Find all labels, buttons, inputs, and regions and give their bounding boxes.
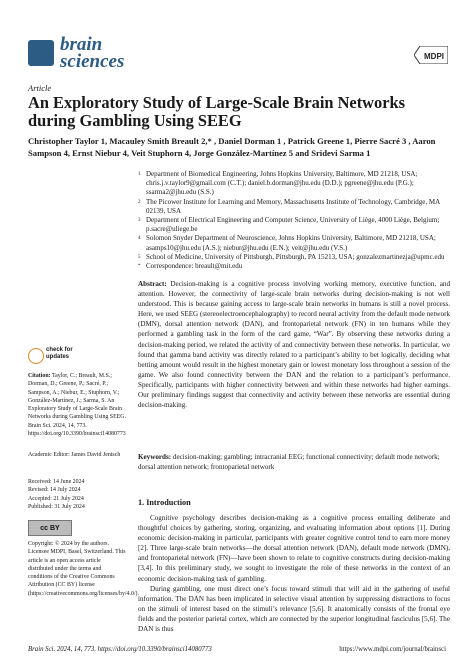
abstract-text: Decision-making is a cognitive process involving working memory, executive function, and attention. However, the connectivity of large-scale brain networks during decision-making is not well understood. This is because gaining access to large-scale brain networks in humans is still a novel process. Here, we used SEEG (stereoelectroencephalography) to record neural activity from the default mode network (DMN), dorsal attention network (DAN), and frontoparietal network (FN) in ten humans while they performed a gambling task in the form of the card game, “War”. By observing these networks during a decision-making period, we related the activity of and connectivity between these networks. In particular, we found that gamma band activity was directly related to a participant’s ability to bet logically, deciding what betting amount would result in the highest monetary gain or lowest monetary loss throughout a session of the game. We also found connectivity between the DAN and the relation to a participant’s performance. Specifically, participants with higher connectivity between and within these networks had higher earnings. Our preliminary findings suggest that connectivity and activity between these networks are essential during decision-making. xyxy=(138,280,450,410)
keywords xyxy=(138,452,450,472)
keywords-text: decision-making; gambling; intracranial EEG; functional connectivity; default mode network; dorsal attention network; frontoparietal network xyxy=(138,453,440,472)
check-for-updates-icon[interactable] xyxy=(28,348,44,364)
date-received: Received: 14 June 2024 xyxy=(28,479,85,485)
mdpi-label: MDPI xyxy=(424,52,444,61)
intro-paragraph: During gambling, one must direct one’s focus toward stimuli that will aid in the gathering of useful information. The DAN has been implicated in selective visual attention by suppressing distractions to focus on the stimuli of interest based on the stimuli’s relevance [5,6]. It anatomically consists of the frontal eye fields and the posterior parietal cortex, which are connected by the superior longitudinal fasciculus [5,6]. The DAN is thus xyxy=(138,584,450,634)
abstract xyxy=(138,279,450,410)
publication-dates xyxy=(28,478,126,511)
abstract-label: Abstract: xyxy=(138,280,167,288)
affiliations xyxy=(138,170,458,271)
citation xyxy=(28,372,126,438)
date-published: Published: 31 July 2024 xyxy=(28,503,85,510)
citation-text: Taylor, C.; Breault, M.S.; Dorman, D.; Greene, P.; Sacré, P.; Sampson, A.; Niebur, E.; Stuphorn, V.; González-Martínez, J.; Sarma, S. An Exploratory Study of Large-Scale Brain Networks during Gambling Using SEEG. Brain Sci. 2024, 14, 773. https://doi.org/10.3390/brainsci14080773 xyxy=(28,373,127,438)
correspondence: * Correspondence: breault@mit.edu xyxy=(138,262,243,271)
cc-by-license-icon[interactable]: cc BY xyxy=(28,520,72,536)
footer-journal-link[interactable]: https://www.mdpi.com/journal/brainsci xyxy=(339,646,446,653)
journal-name-line1: brain xyxy=(60,34,103,55)
introduction-body xyxy=(138,513,450,634)
article-type: Article xyxy=(28,83,52,93)
journal-name xyxy=(60,36,124,70)
date-revised: Revised: 14 July 2024 xyxy=(28,487,81,494)
copyright-notice: Copyright: © 2024 by the authors. Licensee MDPI, Basel, Switzerland. This article is an open access article distributed under the terms and conditions of the Creative Commons Attribution (CC BY) license (https://creativecommons.org/licenses/by/4.0/). xyxy=(28,541,139,597)
citation-label: Citation: xyxy=(28,373,51,379)
author-list: Christopher Taylor 1, Macauley Smith Breault 2,* , Daniel Dorman 1 , Patrick Greene 1, Pierre Sacré 3 , Aaron Sampson 4, Ernst Niebur 4, Veit Stuphorn 4, Jorge González-Martínez 5 and Sridevi Sarma 1 xyxy=(28,136,436,158)
affiliation-item: 5 School of Medicine, University of Pittsburgh, Pittsburgh, PA 15213, USA; gonzalezmartinezja@upmc.edu xyxy=(138,252,445,261)
mdpi-logo-icon xyxy=(414,46,448,64)
affiliation-item: 1 Department of Biomedical Engineering, Johns Hopkins University, Baltimore, MD 21218, USA; chris.j.v.taylor9@gmail.com (C.T.); daniel.b.dorman@jhu.edu (D.D.); pgreene@jhu.edu (P.G.); ssarma2@jhu.edu (S.S.) xyxy=(138,170,418,197)
check-for-updates-button[interactable]: check for updates xyxy=(46,347,73,360)
affiliation-item: 3 Department of Electrical Engineering and Computer Science, University of Liège, 4000 Liège, Belgium; p.sacre@uliege.be xyxy=(138,216,440,234)
intro-paragraph: Cognitive psychology describes decision-making as a cognitive process entailing deliberate and thoughtful choices by gathering, storing, organizing, and evaluating information about options [1]. During economic decision-making in particular, participants with greater cognitive control tend to earn more money [2]. Three large-scale brain networks—the dorsal attention network (DAN), default mode network (DMN), and frontoparietal network (FN)—have been shown to relate to cognitive constructs during decision-making [3,4]. In this preliminary study, we sought to investigate the role of these networks in the context of an economic decision-making task of gambling. xyxy=(138,514,450,583)
section-heading: 1. Introduction xyxy=(138,498,191,507)
academic-editor: Academic Editor: James David Jentsch xyxy=(28,452,121,458)
affiliation-item: 4 Solomon Snyder Department of Neuroscience, Johns Hopkins University, Baltimore, MD 21218, USA; asamps10@jhu.edu (A.S.); niebur@jhu.edu (E.N.); veit@jhu.edu (V.S.) xyxy=(138,234,436,252)
affiliation-item: 2 The Picower Institute for Learning and Memory, Massachusetts Institute of Technology, Cambridge, MA 02139, USA xyxy=(138,197,440,215)
journal-logo-icon xyxy=(28,40,54,66)
date-accepted: Accepted: 21 July 2024 xyxy=(28,495,84,502)
keywords-label: Keywords: xyxy=(138,453,172,461)
journal-name-line2: sciences xyxy=(60,51,125,72)
paper-title: An Exploratory Study of Large-Scale Brain Networks during Gambling Using SEEG xyxy=(28,93,405,130)
footer-citation: Brain Sci. 2024, 14, 773. https://doi.org/10.3390/brainsci14080773 xyxy=(28,646,212,653)
